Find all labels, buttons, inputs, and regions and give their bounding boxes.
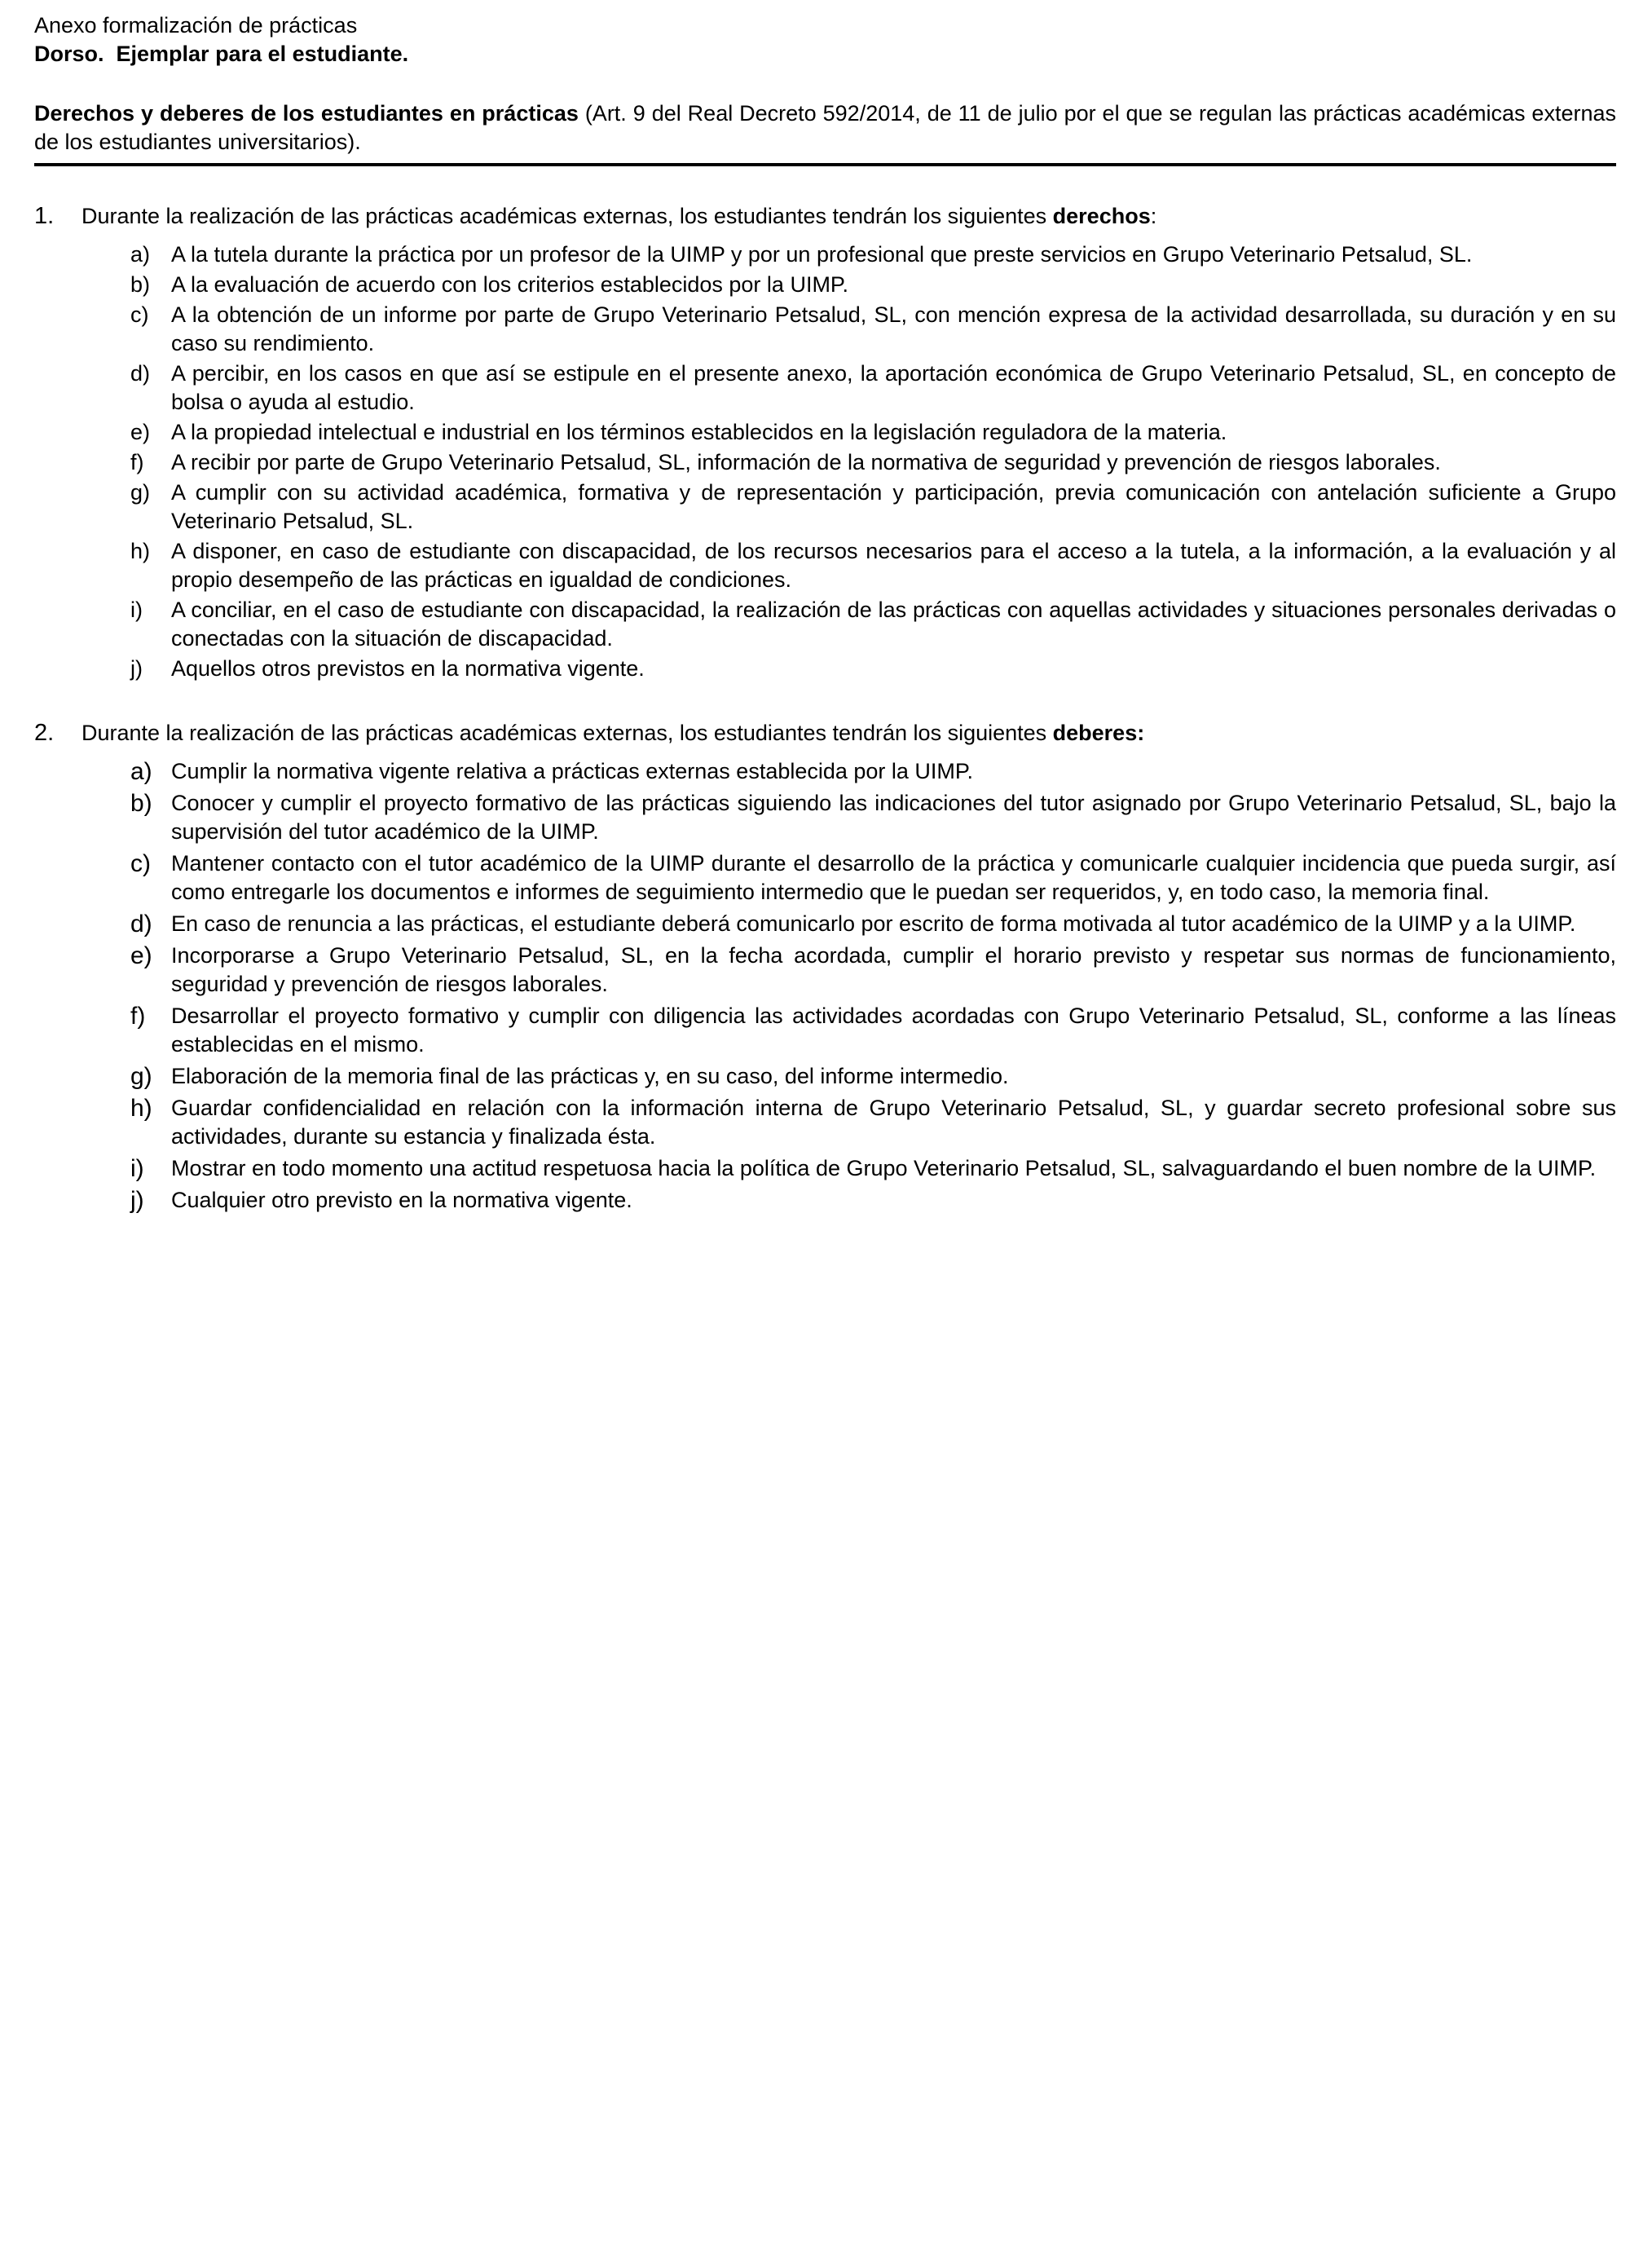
item-marker: a): [130, 758, 152, 785]
list-item: [130, 596, 1616, 653]
list-item: [130, 418, 1616, 447]
section-intro-before: Durante la realización de las prácticas académicas externas, los estudiantes tendrán los siguientes: [81, 721, 1053, 745]
item-marker: g): [130, 1063, 152, 1090]
section-intro-before: Durante la realización de las prácticas académicas externas, los estudiantes tendrán los siguientes: [81, 204, 1053, 228]
list-item: [130, 789, 1616, 846]
list-item: [130, 1062, 1616, 1091]
list-item: [130, 655, 1616, 683]
section-number: 1.: [34, 203, 55, 229]
header-line2: Dorso. Ejemplar para el estudiante.: [34, 42, 409, 66]
item-text: En caso de renuncia a las prácticas, el estudiante deberá comunicarlo por escrito de forma motivada al tutor académico de la UIMP y a la UIMP.: [171, 911, 1576, 936]
item-marker: b): [130, 272, 151, 297]
item-text: A la obtención de un informe por parte de Grupo Veterinario Petsalud, SL, con mención expresa de la actividad desarrollada, su duración y en su caso su rendimiento.: [171, 302, 1616, 355]
item-marker: i): [130, 598, 143, 622]
item-text: Mantener contacto con el tutor académico de la UIMP durante el desarrollo de la práctica y comunicarle cualquier incidencia que pueda surgir, así como entregarle los documentos e informes de seguimiento intermedio que le puedan ser requeridos, y, en todo caso, la memoria final.: [171, 851, 1616, 904]
list-item: [130, 849, 1616, 907]
horizontal-rule: [34, 163, 1616, 166]
section: [34, 202, 1616, 683]
item-marker: d): [130, 361, 151, 386]
item-marker: i): [130, 1155, 144, 1182]
document-title: [34, 99, 1616, 157]
item-list: [130, 240, 1616, 683]
item-marker: b): [130, 790, 152, 817]
item-marker: j): [130, 656, 143, 681]
list-item: [130, 910, 1616, 938]
section-intro: [81, 719, 1616, 748]
section: [34, 719, 1616, 1215]
item-text: A la evaluación de acuerdo con los criterios establecidos por la UIMP.: [171, 272, 848, 297]
item-text: A la propiedad intelectual e industrial en los términos establecidos en la legislación reguladora de la materia.: [171, 420, 1227, 444]
list-item: [130, 240, 1616, 269]
item-text: A percibir, en los casos en que así se estipule en el presente anexo, la aportación económica de Grupo Veterinario Petsalud, SL, en concepto de bolsa o ayuda al estudio.: [171, 361, 1616, 414]
document-header: [34, 11, 1616, 68]
item-marker: j): [130, 1187, 144, 1214]
list-item: [130, 1002, 1616, 1059]
list-item: [130, 301, 1616, 358]
item-marker: c): [130, 302, 149, 327]
item-text: Guardar confidencialidad en relación con la información interna de Grupo Veterinario Petsalud, SL, y guardar secreto profesional sobre sus actividades, durante su estancia y finalizada ésta.: [171, 1096, 1616, 1149]
list-item: [130, 479, 1616, 536]
list-item: [130, 271, 1616, 299]
item-marker: g): [130, 480, 151, 505]
title-bold-text: Derechos y deberes de los estudiantes en prácticas: [34, 101, 579, 126]
item-text: Elaboración de la memoria final de las prácticas y, en su caso, del informe intermedio.: [171, 1064, 1009, 1088]
list-item: [130, 537, 1616, 594]
item-marker: h): [130, 539, 151, 563]
item-text: A la tutela durante la práctica por un profesor de la UIMP y por un profesional que preste servicios en Grupo Veterinario Petsalud, SL.: [171, 242, 1473, 267]
item-text: A conciliar, en el caso de estudiante con discapacidad, la realización de las prácticas con aquellas actividades y situaciones personales derivadas o conectadas con la situación de discapacidad.: [171, 598, 1616, 651]
item-list: [130, 757, 1616, 1215]
sections-container: [34, 202, 1616, 1215]
item-text: Desarrollar el proyecto formativo y cumplir con diligencia las actividades acordadas con Grupo Veterinario Petsalud, SL, conforme a las líneas establecidas en el mismo.: [171, 1004, 1616, 1057]
header-line1: Anexo formalización de prácticas: [34, 13, 358, 37]
section-intro-bold: deberes:: [1052, 721, 1145, 745]
list-item: [130, 448, 1616, 477]
item-text: Mostrar en todo momento una actitud respetuosa hacia la política de Grupo Veterinario Petsalud, SL, salvaguardando el buen nombre de la UIMP.: [171, 1156, 1597, 1180]
list-item: [130, 1154, 1616, 1183]
item-marker: f): [130, 450, 144, 474]
item-marker: h): [130, 1095, 152, 1122]
item-marker: a): [130, 242, 151, 267]
section-intro: [81, 202, 1616, 231]
list-item: [130, 1186, 1616, 1215]
section-intro-after: :: [1150, 204, 1157, 228]
list-item: [130, 757, 1616, 786]
item-text: A disponer, en caso de estudiante con discapacidad, de los recursos necesarios para el acceso a la tutela, a la información, a la evaluación y al propio desempeño de las prácticas en igualdad de condiciones.: [171, 539, 1616, 592]
item-text: Aquellos otros previstos en la normativa vigente.: [171, 656, 645, 681]
item-marker: e): [130, 942, 152, 969]
item-text: Incorporarse a Grupo Veterinario Petsalud, SL, en la fecha acordada, cumplir el horario previsto y respetar sus normas de funcionamiento, seguridad y prevención de riesgos laborales.: [171, 943, 1616, 996]
section-heading: [34, 202, 1616, 231]
item-text: A cumplir con su actividad académica, formativa y de representación y participación, previa comunicación con antelación suficiente a Grupo Veterinario Petsalud, SL.: [171, 480, 1616, 533]
item-marker: f): [130, 1003, 146, 1030]
section-heading: [34, 719, 1616, 748]
list-item: [130, 942, 1616, 999]
item-text: A recibir por parte de Grupo Veterinario Petsalud, SL, información de la normativa de seguridad y prevención de riesgos laborales.: [171, 450, 1441, 474]
item-marker: e): [130, 420, 151, 444]
item-text: Cualquier otro previsto en la normativa vigente.: [171, 1188, 632, 1212]
item-text: Conocer y cumplir el proyecto formativo de las prácticas siguiendo las indicaciones del tutor asignado por Grupo Veterinario Petsalud, SL, bajo la supervisión del tutor académico de la UIMP.: [171, 791, 1616, 844]
item-marker: d): [130, 911, 152, 937]
section-intro-bold: derechos: [1052, 204, 1151, 228]
section-number: 2.: [34, 720, 55, 746]
item-text: Cumplir la normativa vigente relativa a prácticas externas establecida por la UIMP.: [171, 759, 973, 783]
title-regular-text: (Art. 9 del Real Decreto 592/2014, de 11 de julio por el que se regulan las prácticas académicas externas de los estudiantes universitarios).: [34, 101, 1616, 154]
item-marker: c): [130, 850, 151, 877]
list-item: [130, 1094, 1616, 1151]
list-item: [130, 360, 1616, 417]
